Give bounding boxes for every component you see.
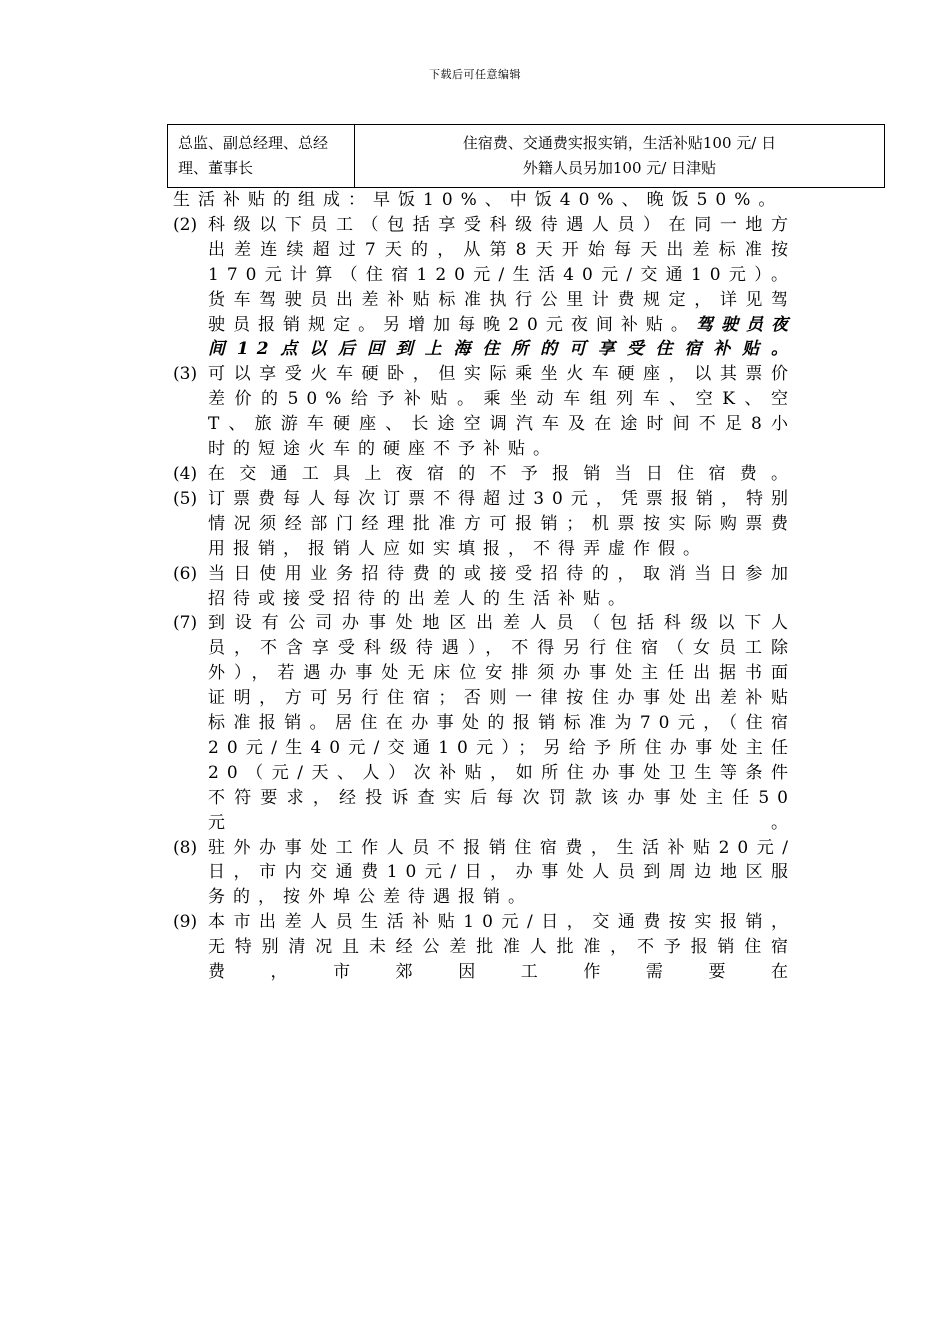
rule-text <box>208 213 796 362</box>
rule-text: 本市出差人员生活补贴10元/日，交通费按实报销，无特别清况且未经公差批准人批准，不予报销住宿费，市郊因工作需要在 <box>208 912 796 983</box>
rule-body: 科级以下员工（包括享受科级待遇人员）在同一地方出差连续超过7天的，从第8天开始每天出差标准按170元计算（住宿120元/生活40元/交通10元）。货车驾驶员出差补贴标准执行公里计费规定，详见驾驶员报销规定。另增加每晚20元夜间补贴。 <box>208 214 796 335</box>
allowance-description-line-2: 外籍人员另加100 元/ 日津贴 <box>522 159 717 177</box>
rule-text: 可以享受火车硬卧，但实际乘坐火车硬座，以其票价差价的50%给予补贴。乘坐动车组列车、空K、空T、旅游车硬座、长途空调汽车及在途时间不足8小时的短途火车的硬座不予补贴。 <box>208 364 796 460</box>
rule-item-9 <box>173 910 823 985</box>
rule-number: (7) <box>173 613 198 634</box>
rule-text: 订票费每人每次订票不得超过30元，凭票报销，特别情况须经部门经理批准方可报销；机票按实际购票费用报销，报销人应如实填报，不得弄虚作假。 <box>208 488 796 559</box>
rule-emphasis: 驾驶员夜间12点以后回到上海住所的可享受住宿补贴。 <box>208 314 797 360</box>
table-row <box>168 125 885 188</box>
rule-number: (8) <box>173 837 198 858</box>
rule-item-6 <box>173 562 823 612</box>
rule-number: (5) <box>173 488 198 509</box>
meal-allowance-composition: 生活补贴的组成：早饭10%、中饭40%、晚饭50%。 <box>173 190 784 210</box>
role-cell: 总监、副总经理、总经理、董事长 <box>168 125 355 188</box>
rule-item-4 <box>173 462 823 487</box>
rule-item-5 <box>173 487 823 562</box>
rule-text: 到设有公司办事处地区出差人员（包括科级以下人员，不含享受科级待遇），不得另行住宿（女员工除外），若遇办事处无床位安排须办事处主任出据书面证明，方可另行住宿；否则一律按住办事处出差补贴标准报销。居住在办事处的报销标准为70元，（住宿20元/生40元/交通10元）；另给予所住办事处主任20（元/天、人）次补贴，如所住办事处卫生等条件不符要求，经投诉查实后每次罚款该办事处主任50元。 <box>208 613 796 833</box>
allowance-description-line-1: 住宿费、交通费实报实销，生活补贴100 元/ 日 <box>462 134 777 152</box>
rule-number: (6) <box>173 563 198 584</box>
rule-number: (4) <box>173 463 198 484</box>
rule-number: (3) <box>173 364 198 385</box>
rule-number: (2) <box>173 214 198 235</box>
rule-text: 当日使用业务招待费的或接受招待的，取消当日参加招待或接受招待的出差人的生活补贴。 <box>208 563 796 609</box>
reimbursement-rules <box>173 188 823 985</box>
rule-number: (9) <box>173 912 198 933</box>
rule-text: 在交通工具上夜宿的不予报销当日住宿费。 <box>208 463 796 484</box>
rule-item-7 <box>173 611 823 835</box>
rule-text: 驻外办事处工作人员不报销住宿费，生活补贴20元/日，市内交通费10元/日，办事处人员到周边地区服务的，按外埠公差待遇报销。 <box>208 837 796 908</box>
rule-item-8 <box>173 836 823 911</box>
rule-item-2 <box>173 213 823 362</box>
allowance-description-cell <box>355 125 885 188</box>
allowance-table <box>167 124 885 188</box>
page-header-note: 下载后可任意编辑 <box>429 68 521 81</box>
rule-item-3 <box>173 362 823 462</box>
